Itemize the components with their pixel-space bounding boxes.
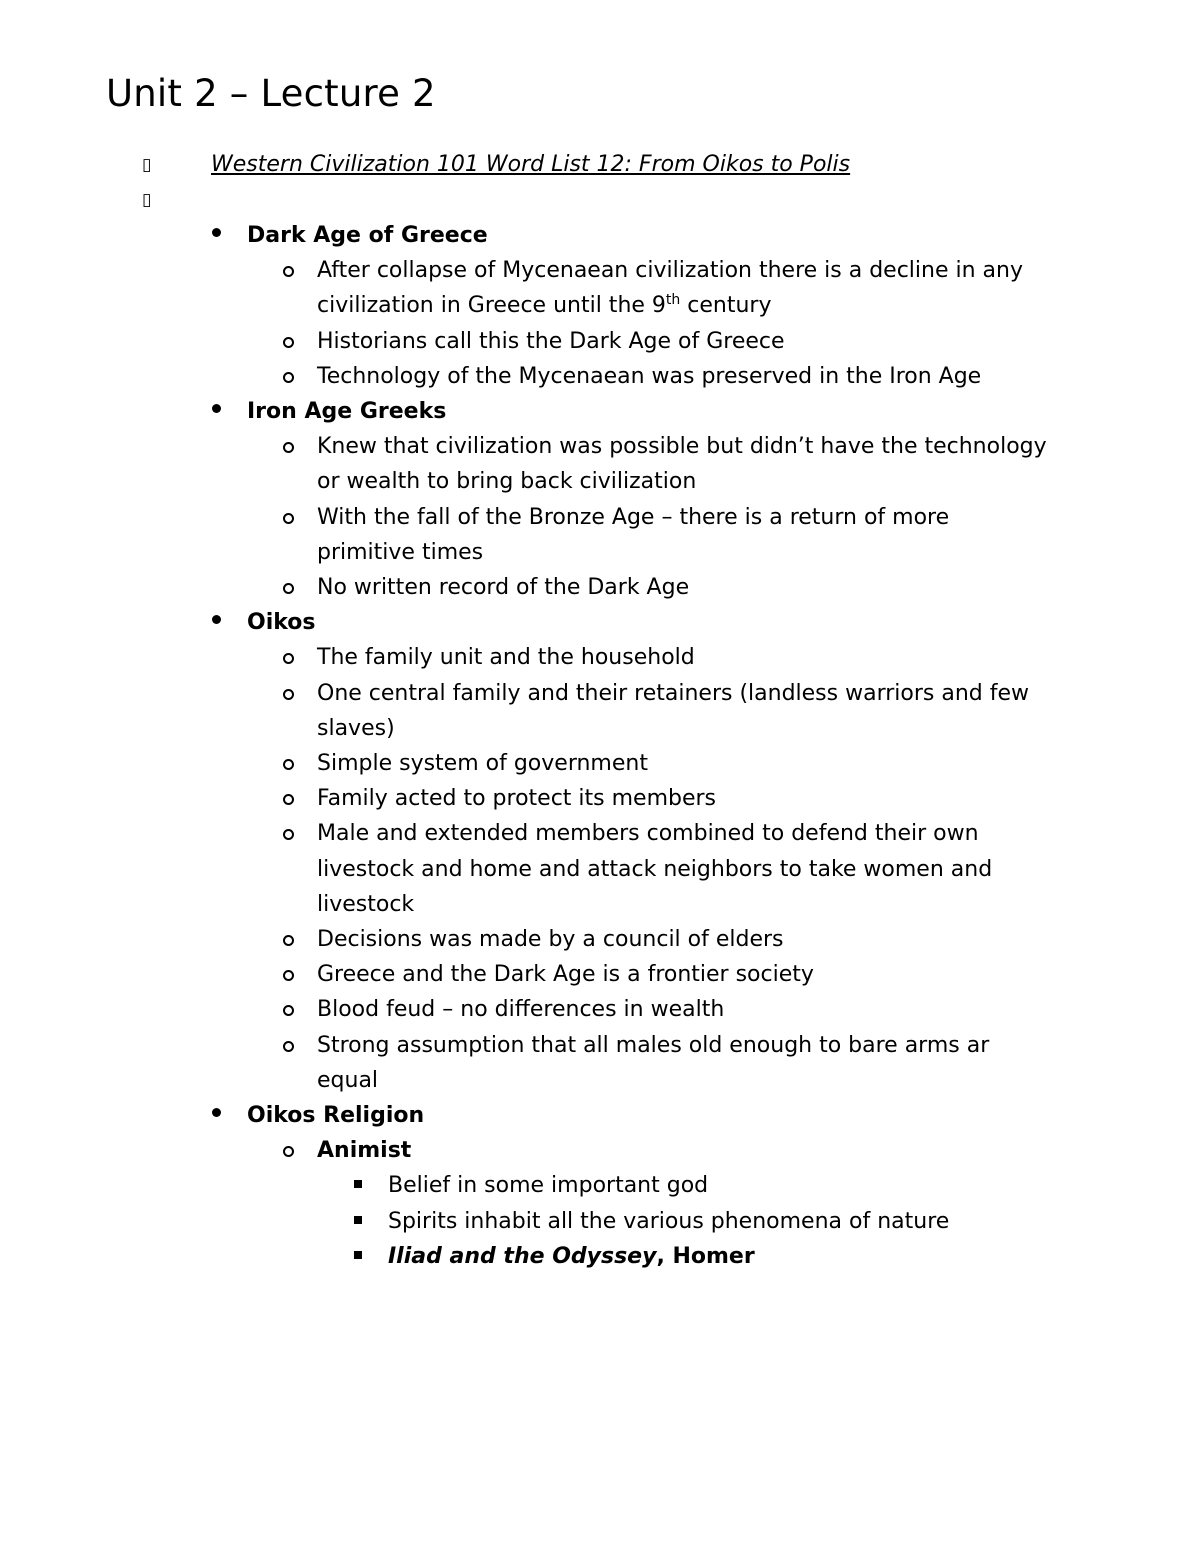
item-text: With the fall of the Bronze Age – there is a return of more primitive times <box>317 504 950 565</box>
bullet-circle-icon <box>283 829 294 840</box>
bullet-dot-icon <box>212 228 221 237</box>
bullet-dot-icon <box>212 1108 221 1117</box>
item-text: The family unit and the household <box>317 645 695 671</box>
item-text: No written record of the Dark Age <box>317 575 690 601</box>
bullet-square-icon <box>354 1216 362 1224</box>
section-heading: Dark Age of Greece <box>247 223 488 248</box>
bullet-circle-icon <box>283 759 294 770</box>
sub-list-item <box>0 1204 1050 1239</box>
list-item <box>0 253 1200 323</box>
section-list <box>0 218 1200 1274</box>
item-text: century <box>680 293 772 319</box>
list-item <box>0 746 1200 781</box>
section-oikos-religion <box>0 1098 1200 1274</box>
bullet-circle-icon <box>283 970 294 981</box>
lecture-outline <box>0 218 1200 1274</box>
symbol-glyph-icon: ▯ <box>142 190 152 210</box>
list-item <box>0 500 1200 570</box>
item-text: Knew that civilization was possible but didn’t have the technology or wealth to bring back civilization <box>317 434 1047 495</box>
bullet-circle-icon <box>283 513 294 524</box>
bullet-circle-icon <box>283 794 294 805</box>
item-text: After collapse of Mycenaean civilization there is a decline in any civilization in Greece until the 9 <box>317 258 1023 319</box>
section-dark-age <box>0 218 1200 394</box>
item-text: Family acted to protect its members <box>317 786 717 812</box>
item-text: Blood feud – no differences in wealth <box>317 997 725 1023</box>
section-oikos <box>0 605 1200 1098</box>
section-iron-age <box>0 394 1200 605</box>
list-item <box>0 922 1200 957</box>
bullet-square-icon <box>354 1180 362 1188</box>
list-item <box>0 640 1200 675</box>
item-text: Belief in some important god <box>388 1173 709 1199</box>
item-text: One central family and their retainers (landless warriors and few slaves) <box>317 680 1030 741</box>
bullet-circle-icon <box>283 372 294 383</box>
item-text: Male and extended members combined to defend their own livestock and home and attack neighbors to take women and livestock <box>317 821 993 917</box>
list-item <box>0 1133 1200 1274</box>
item-text: Simple system of government <box>317 751 648 777</box>
bullet-circle-icon <box>283 1146 294 1157</box>
work-title: Iliad and the Odyssey <box>388 1243 657 1269</box>
sub-list-item <box>0 1168 1050 1203</box>
section-heading: Oikos Religion <box>247 1103 425 1129</box>
item-text: Greece and the Dark Age is a frontier society <box>317 962 814 988</box>
bullet-circle-icon <box>283 266 294 277</box>
list-item <box>0 781 1200 816</box>
list-item <box>0 429 1200 499</box>
bullet-dot-icon <box>212 404 221 413</box>
list-item <box>0 570 1200 605</box>
work-author: , Homer <box>656 1243 755 1269</box>
document-subtitle: Western Civilization 101 Word List 12: From Oikos to Polis <box>211 152 851 177</box>
item-text: Spirits inhabit all the various phenomena of nature <box>388 1208 950 1234</box>
bullet-circle-icon <box>283 935 294 946</box>
bullet-circle-icon <box>283 653 294 664</box>
ordinal-suffix: th <box>665 292 681 309</box>
bullet-circle-icon <box>283 442 294 453</box>
list-item <box>0 816 1200 922</box>
list-item <box>0 324 1200 359</box>
bullet-square-icon <box>354 1251 362 1259</box>
section-heading: Oikos <box>247 610 316 636</box>
bullet-circle-icon <box>283 583 294 594</box>
page-title: Unit 2 – Lecture 2 <box>106 72 436 115</box>
bullet-circle-icon <box>283 689 294 700</box>
list-item <box>0 992 1200 1027</box>
bullet-circle-icon <box>283 337 294 348</box>
bullet-circle-icon <box>283 1041 294 1052</box>
item-text: Animist <box>317 1138 412 1164</box>
list-item <box>0 676 1200 746</box>
list-item <box>0 957 1200 992</box>
section-heading: Iron Age Greeks <box>247 399 447 425</box>
item-text: Decisions was made by a council of elders <box>317 927 784 953</box>
item-text: Strong assumption that all males old enough to bare arms ar equal <box>317 1032 990 1093</box>
bullet-dot-icon <box>212 615 221 624</box>
sub-list-item <box>0 1239 1050 1274</box>
symbol-glyph-icon: ▯ <box>142 155 152 175</box>
list-item <box>0 1028 1200 1098</box>
item-text: Historians call this the Dark Age of Greece <box>317 328 785 354</box>
bullet-circle-icon <box>283 1005 294 1016</box>
list-item <box>0 359 1200 394</box>
item-text: Technology of the Mycenaean was preserved in the Iron Age <box>317 363 982 389</box>
